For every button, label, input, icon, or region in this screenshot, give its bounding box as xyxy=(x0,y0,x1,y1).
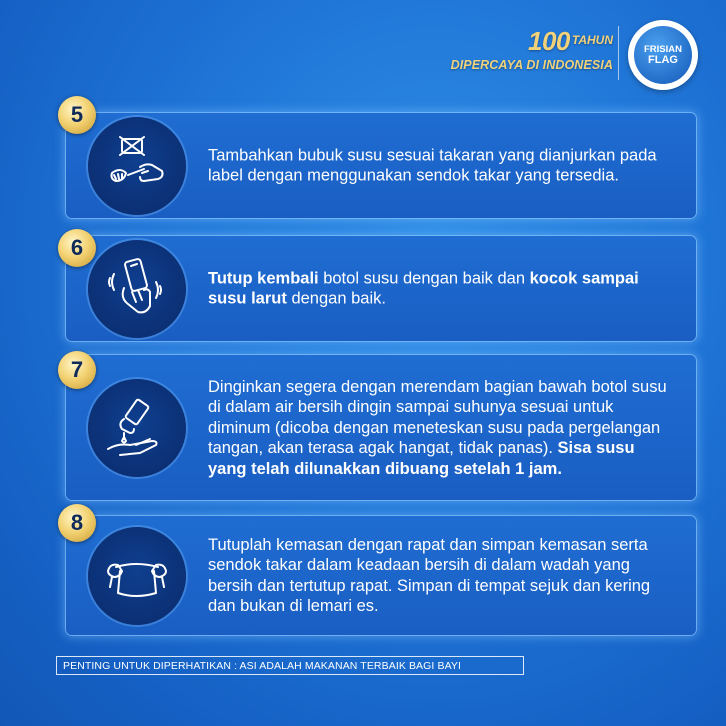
step-number: 8 xyxy=(70,510,84,535)
step-number: 6 xyxy=(70,235,84,260)
step-6-text-part-4: dengan baik. xyxy=(286,289,386,308)
brand-divider xyxy=(618,26,619,80)
seal-package-icon xyxy=(88,527,186,625)
step-8-text xyxy=(208,535,676,617)
test-drop-on-wrist-icon xyxy=(88,379,186,477)
step-badge-5 xyxy=(58,96,96,134)
step-6-text-bold-1: Tutup kembali xyxy=(208,269,319,287)
step-badge-7 xyxy=(58,351,96,389)
brand-tagline-text: DIPERCAYA DI INDONESIA xyxy=(450,58,613,72)
step-6-text-bold-2: kocok sampai susu larut xyxy=(208,269,639,308)
step-card-7 xyxy=(66,355,696,500)
logo-text-line1: FRISIAN xyxy=(644,44,682,55)
step-card-5 xyxy=(66,113,696,218)
step-8-text-part: Tutuplah kemasan dengan rapat dan simpan kemasan serta sendok takar dalam keadaan bersih di dalam wadah yang bersih dan tertutup rapat. Simpan di tempat sejuk dan kering dan bukan di lemari es. xyxy=(208,535,651,615)
shake-bottle-icon xyxy=(88,240,186,338)
brand-tagline xyxy=(428,26,613,72)
step-5-text xyxy=(208,145,676,186)
step-card-8 xyxy=(66,516,696,635)
step-number: 5 xyxy=(70,102,84,127)
step-6-text-part-2: botol susu dengan baik dan xyxy=(318,269,530,287)
brand-years-word: TAHUN xyxy=(571,33,613,47)
logo-text-line2: FLAG xyxy=(648,54,678,66)
step-7-text-part-1: Dinginkan segera dengan merendam bagian bawah botol susu di dalam air bersih dingin sampai suhunya sesuai untuk diminum (dicoba dengan meneteskan susu pada pergelangan tangan, akan terasa agak hangat, tidak panas). xyxy=(208,377,667,457)
step-7-text xyxy=(208,376,676,479)
step-number: 7 xyxy=(70,357,84,382)
step-6-text xyxy=(208,268,676,309)
brand-years: 100 xyxy=(528,26,570,56)
step-card-6 xyxy=(66,236,696,341)
step-badge-6 xyxy=(58,229,96,267)
step-5-text-part: Tambahkan bubuk susu sesuai takaran yang dianjurkan pada label dengan menggunakan sendok takar yang tersedia. xyxy=(208,146,657,185)
milk-powder-scoop-icon xyxy=(88,117,186,215)
step-badge-8 xyxy=(58,504,96,542)
frisian-flag-logo xyxy=(628,20,698,90)
breastfeeding-notice: PENTING UNTUK DIPERHATIKAN : ASI ADALAH MAKANAN TERBAIK BAGI BAYI xyxy=(56,656,524,675)
step-7-text-bold: Sisa susu yang telah dilunakkan dibuang setelah 1 jam. xyxy=(208,438,635,478)
